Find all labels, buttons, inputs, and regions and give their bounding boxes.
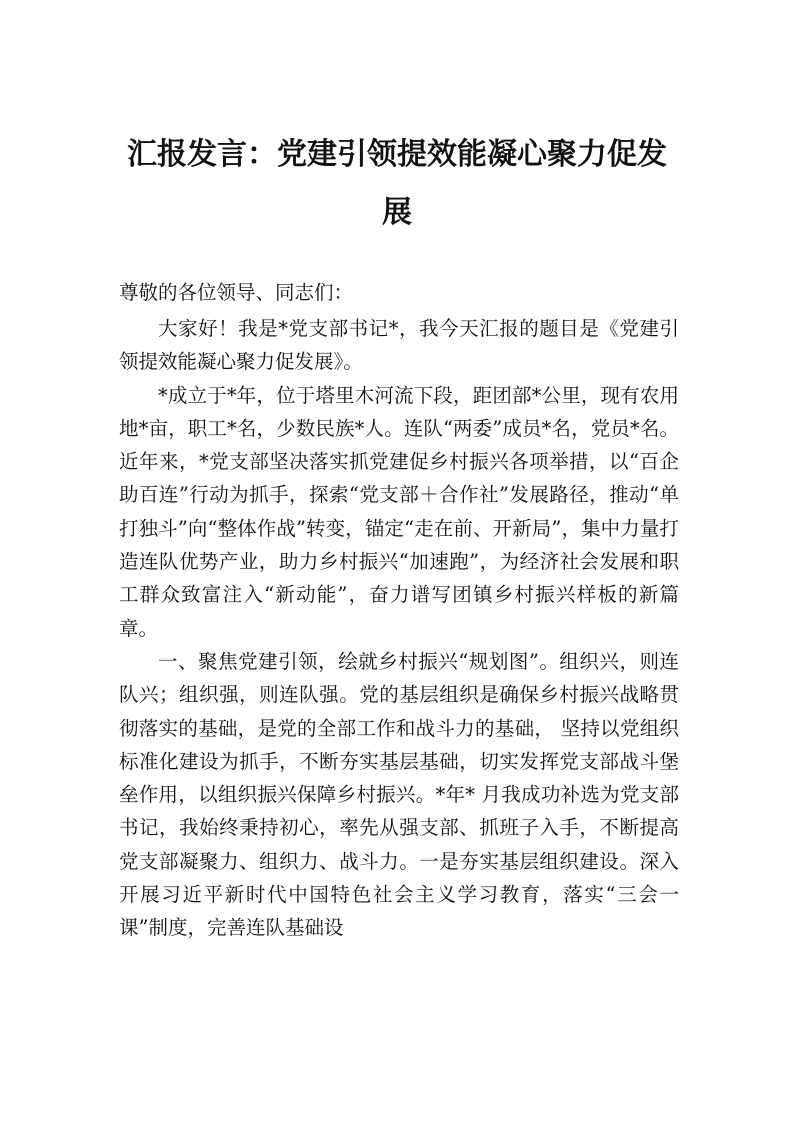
paragraph-section-one: 一、聚焦党建引领，绘就乡村振兴“规划图”。组织兴，则连队兴；组织强，则连队强。党的基层组织是确保乡村振兴战略贯彻落实的基础，是党的全部工作和战斗力的基础， 坚持以党组织标准化建设为抓手，不断夯实基层基础，切实发挥党支部战斗堡垒作用，以组织振兴保障乡村振兴。*年* 月我成功补选为党支部书记，我始终秉持初心，率先从强支部、抓班子入手，不断提高党支部凝聚力、组织力、战斗力。一是夯实基层组织建设。深入开展习近平新时代中国特色社会主义学习教育，落实“三会一课”制度，完善连队基础设: [119, 649, 679, 940]
document-body: [119, 312, 679, 945]
document-title: 汇报发言：党建引领提效能凝心聚力促发展: [127, 137, 667, 230]
salutation: 尊敬的各位领导、同志们：: [119, 281, 354, 304]
paragraph-background: *成立于*年，位于塔里木河流下段，距团部*公里，现有农用地*亩，职工*名，少数民族*人。连队“两委”成员*名，党员*名。近年来，*党支部坚决落实抓党建促乡村振兴各项举措，以“百企助百连”行动为抓手，探索“党支部＋合作社”发展路径，推动“单打独斗”向“整体作战”转变，锚定“走在前、开新局”，集中力量打造连队优势产业，助力乡村振兴“加速跑”，为经济社会发展和职工群众致富注入“新动能”，奋力谱写团镇乡村振兴样板的新篇章。: [119, 383, 679, 640]
paragraph-intro: 大家好！我是*党支部书记*，我今天汇报的题目是《党建引领提效能凝心聚力促发展》。: [119, 317, 679, 374]
